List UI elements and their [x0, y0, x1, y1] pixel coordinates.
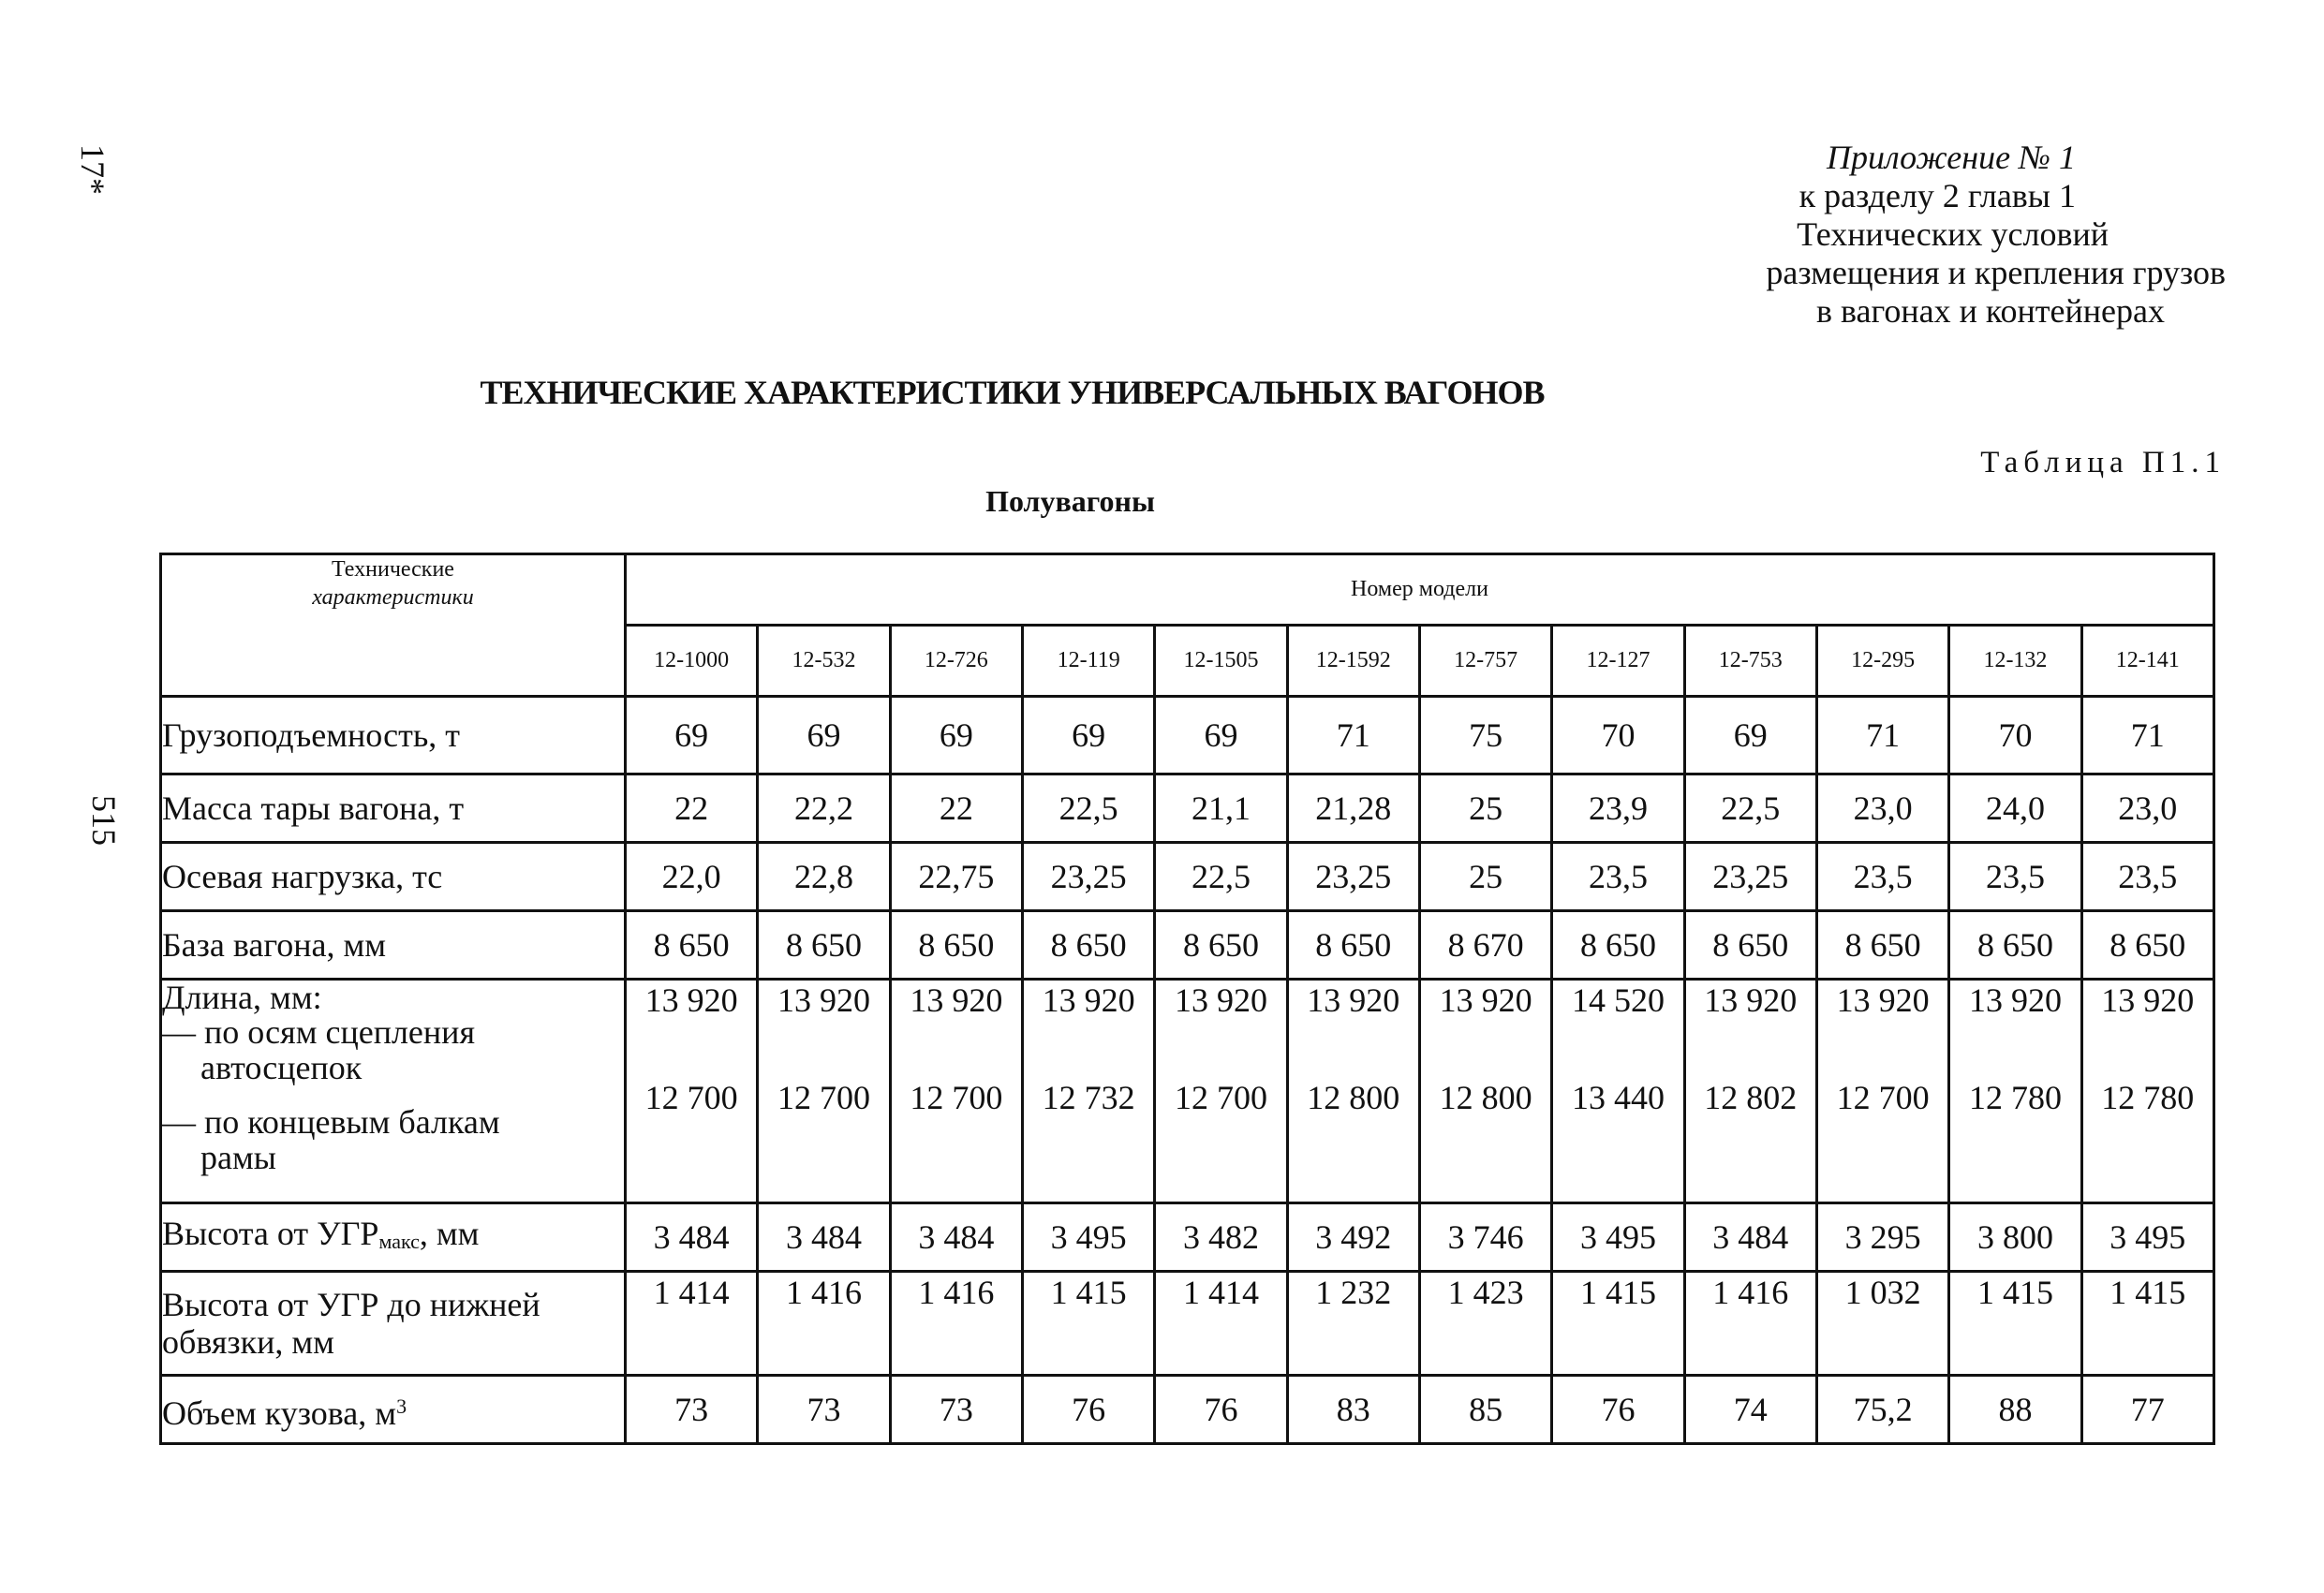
table-cell: 22 [890, 774, 1022, 843]
table-cell: 23,25 [1684, 843, 1816, 911]
length-beams-value: 12 802 [1704, 1079, 1798, 1116]
table-cell: 70 [1949, 697, 2081, 774]
length-beams-value: 12 700 [1174, 1079, 1267, 1116]
model-header-cell: 12-1000 [626, 626, 758, 697]
table-cell: 1 414 [1155, 1272, 1287, 1376]
table-cell: 8 650 [890, 911, 1022, 980]
table-cell: 22,5 [1022, 774, 1154, 843]
table-cell [1022, 980, 1154, 1203]
document-title: ТЕХНИЧЕСКИЕ ХАРАКТЕРИСТИКИ УНИВЕРСАЛЬНЫХ ВАГОНОВ [480, 374, 1545, 411]
table-cell: 8 650 [1552, 911, 1684, 980]
table-cell: 88 [1949, 1376, 2081, 1444]
row-label-subscript: макс [378, 1229, 420, 1253]
table-row [161, 697, 2214, 774]
length-couplers-value: 13 920 [910, 981, 1003, 1019]
table-cell: 75,2 [1816, 1376, 1948, 1444]
table-cell: 22,5 [1684, 774, 1816, 843]
length-couplers-value: 13 920 [1174, 981, 1267, 1019]
table-cell [1816, 980, 1948, 1203]
table-cell: 8 650 [1949, 911, 2081, 980]
length-beams-value: 12 800 [1307, 1079, 1400, 1116]
length-couplers-value: 14 520 [1571, 981, 1665, 1019]
specs-table [159, 553, 2215, 1445]
header-row [161, 554, 2214, 626]
table-cell: 1 415 [1552, 1272, 1684, 1376]
table-cell: 1 416 [1684, 1272, 1816, 1376]
length-beams-value: 12 800 [1439, 1079, 1532, 1116]
appendix-line: Приложение № 1 [1826, 139, 2076, 176]
table-cell: 1 032 [1816, 1272, 1948, 1376]
table-cell [758, 980, 890, 1203]
length-beams-value: 12 780 [2101, 1079, 2195, 1116]
table-cell: 21,1 [1155, 774, 1287, 843]
length-beams-value: 12 700 [910, 1079, 1003, 1116]
model-header-cell: 12-127 [1552, 626, 1684, 697]
length-beams-value: 12 700 [777, 1079, 870, 1116]
table-cell: 3 482 [1155, 1203, 1287, 1272]
length-beams-value: 12 780 [1968, 1079, 2062, 1116]
table-cell [1419, 980, 1551, 1203]
table-cell [2081, 980, 2213, 1203]
table-cell: 25 [1419, 843, 1551, 911]
row-label-text: Высота от УГР до нижней [162, 1286, 540, 1323]
table-cell: 8 670 [1419, 911, 1551, 980]
table-cell: 85 [1419, 1376, 1551, 1444]
table-cell: 69 [626, 697, 758, 774]
length-sub-text: — по концевым балкам [162, 1103, 500, 1141]
table-row [161, 1203, 2214, 1272]
model-header-cell: 12-119 [1022, 626, 1154, 697]
model-header-cell: 12-757 [1419, 626, 1551, 697]
row-label-text: Объем кузова, м [162, 1394, 397, 1432]
side-page-number: 515 [85, 795, 123, 846]
table-cell: 23,0 [1816, 774, 1948, 843]
table-cell: 69 [758, 697, 890, 774]
table-cell: 8 650 [1022, 911, 1154, 980]
row-label [161, 1203, 626, 1272]
table-cell: 74 [1684, 1376, 1816, 1444]
table-cell: 8 650 [1155, 911, 1287, 980]
length-couplers-value: 13 920 [1042, 981, 1135, 1019]
table-cell: 23,25 [1022, 843, 1154, 911]
table-row [161, 1376, 2214, 1444]
table-cell: 22,2 [758, 774, 890, 843]
row-label-text: Высота от УГР [162, 1214, 379, 1252]
model-header-cell: 12-295 [1816, 626, 1948, 697]
table-cell: 23,5 [2081, 843, 2213, 911]
row-label [161, 1272, 626, 1376]
table-cell: 3 484 [890, 1203, 1022, 1272]
table-cell: 22,8 [758, 843, 890, 911]
table-cell: 3 800 [1949, 1203, 2081, 1272]
table-cell: 22,5 [1155, 843, 1287, 911]
table-cell: 71 [2081, 697, 2213, 774]
model-header-cell: 12-141 [2081, 626, 2213, 697]
model-header-cell: 12-1592 [1287, 626, 1419, 697]
table-cell: 8 650 [1287, 911, 1419, 980]
table-cell: 1 423 [1419, 1272, 1551, 1376]
row-label [161, 980, 626, 1203]
table-cell: 70 [1552, 697, 1684, 774]
table-cell: 1 416 [890, 1272, 1022, 1376]
length-beams-value: 12 732 [1042, 1079, 1135, 1116]
table-cell [1287, 980, 1419, 1203]
table-cell: 23,5 [1816, 843, 1948, 911]
length-couplers-value: 13 920 [1836, 981, 1930, 1019]
table-cell: 3 492 [1287, 1203, 1419, 1272]
model-header-cell: 12-1505 [1155, 626, 1287, 697]
table-cell [1552, 980, 1684, 1203]
length-beams-value: 12 700 [644, 1079, 738, 1116]
table-cell: 8 650 [758, 911, 890, 980]
table-cell: 69 [890, 697, 1022, 774]
length-couplers-value: 13 920 [644, 981, 738, 1019]
table-cell: 3 495 [2081, 1203, 2213, 1272]
appendix-line: Технических условий [1797, 215, 2109, 253]
table-cell: 76 [1155, 1376, 1287, 1444]
table-cell: 8 650 [2081, 911, 2213, 980]
table-cell: 22,75 [890, 843, 1022, 911]
row-label-text: , мм [419, 1214, 480, 1252]
side-page-mark-top: 17* [74, 144, 111, 195]
appendix-line: размещения и крепления грузов [1766, 254, 2226, 291]
model-group-header: Номер модели [626, 554, 2214, 626]
length-sub-text: — по осям сцепления [162, 1013, 476, 1051]
length-couplers-value: 13 920 [1704, 981, 1798, 1019]
table-cell: 3 484 [1684, 1203, 1816, 1272]
table-cell: 83 [1287, 1376, 1419, 1444]
length-couplers-value: 13 920 [1968, 981, 2062, 1019]
table-cell [1155, 980, 1287, 1203]
row-label: Осевая нагрузка, тс [161, 843, 626, 911]
appendix-note [1570, 139, 2226, 331]
table-cell: 73 [890, 1376, 1022, 1444]
table-cell: 76 [1022, 1376, 1154, 1444]
table-cell: 3 495 [1022, 1203, 1154, 1272]
model-header-cell: 12-132 [1949, 626, 2081, 697]
model-header-cell: 12-726 [890, 626, 1022, 697]
table-cell: 1 415 [2081, 1272, 2213, 1376]
table-cell: 1 414 [626, 1272, 758, 1376]
table-cell [1684, 980, 1816, 1203]
table-row [161, 911, 2214, 980]
appendix-line: в вагонах и контейнерах [1815, 292, 2165, 330]
length-sub-couplers [162, 1014, 624, 1085]
length-couplers-value: 13 920 [2101, 981, 2195, 1019]
table-row [161, 980, 2214, 1203]
table-cell: 23,5 [1949, 843, 2081, 911]
corner-header-line: характеристики [312, 585, 474, 610]
table-cell: 73 [626, 1376, 758, 1444]
table-cell: 22,0 [626, 843, 758, 911]
table-cell: 69 [1684, 697, 1816, 774]
table-cell: 8 650 [1684, 911, 1816, 980]
table-cell: 3 484 [758, 1203, 890, 1272]
length-beams-value: 12 700 [1836, 1079, 1930, 1116]
table-cell: 77 [2081, 1376, 2213, 1444]
table-cell: 23,25 [1287, 843, 1419, 911]
table-cell [626, 980, 758, 1203]
table-cell: 1 416 [758, 1272, 890, 1376]
table-row [161, 843, 2214, 911]
table-cell: 25 [1419, 774, 1551, 843]
table-cell: 69 [1022, 697, 1154, 774]
model-header-cell: 12-532 [758, 626, 890, 697]
table-number-label: Таблица П1.1 [1980, 446, 2226, 479]
table-cell: 71 [1816, 697, 1948, 774]
row-label: Грузоподъемность, т [161, 697, 626, 774]
corner-header-line: Технические [332, 557, 454, 582]
table-cell: 8 650 [1816, 911, 1948, 980]
length-couplers-value: 13 920 [777, 981, 870, 1019]
table-cell: 1 415 [1022, 1272, 1154, 1376]
row-label [161, 1376, 626, 1444]
table-cell: 23,9 [1552, 774, 1684, 843]
length-title: Длина, мм: [162, 979, 322, 1016]
table-row [161, 1272, 2214, 1376]
length-couplers-value: 13 920 [1439, 981, 1532, 1019]
table-cell: 23,5 [1552, 843, 1684, 911]
row-label: База вагона, мм [161, 911, 626, 980]
corner-header [161, 554, 626, 697]
table-cell: 24,0 [1949, 774, 2081, 843]
table-cell [1949, 980, 2081, 1203]
table-cell [890, 980, 1022, 1203]
table-cell: 22 [626, 774, 758, 843]
table-cell: 3 484 [626, 1203, 758, 1272]
table-subtitle: Полувагоны [985, 484, 1155, 518]
table-cell: 3 746 [1419, 1203, 1551, 1272]
length-sub-beams [162, 1104, 624, 1175]
table-cell: 75 [1419, 697, 1551, 774]
table-cell: 1 232 [1287, 1272, 1419, 1376]
table-cell: 1 415 [1949, 1272, 2081, 1376]
table-cell: 23,0 [2081, 774, 2213, 843]
length-sub-text: рамы [200, 1139, 276, 1176]
length-couplers-value: 13 920 [1307, 981, 1400, 1019]
table-cell: 3 495 [1552, 1203, 1684, 1272]
row-label: Масса тары вагона, т [161, 774, 626, 843]
row-label-superscript: 3 [396, 1394, 407, 1418]
row-label-text: обвязки, мм [162, 1323, 334, 1361]
table-cell: 21,28 [1287, 774, 1419, 843]
table-cell: 69 [1155, 697, 1287, 774]
table-cell: 76 [1552, 1376, 1684, 1444]
table-cell: 3 295 [1816, 1203, 1948, 1272]
table-row [161, 774, 2214, 843]
length-beams-value: 13 440 [1571, 1079, 1665, 1116]
model-header-cell: 12-753 [1684, 626, 1816, 697]
table-cell: 73 [758, 1376, 890, 1444]
table-cell: 8 650 [626, 911, 758, 980]
table-cell: 71 [1287, 697, 1419, 774]
appendix-line: к разделу 2 главы 1 [1799, 177, 2076, 214]
length-sub-text: автосцепок [200, 1049, 363, 1086]
